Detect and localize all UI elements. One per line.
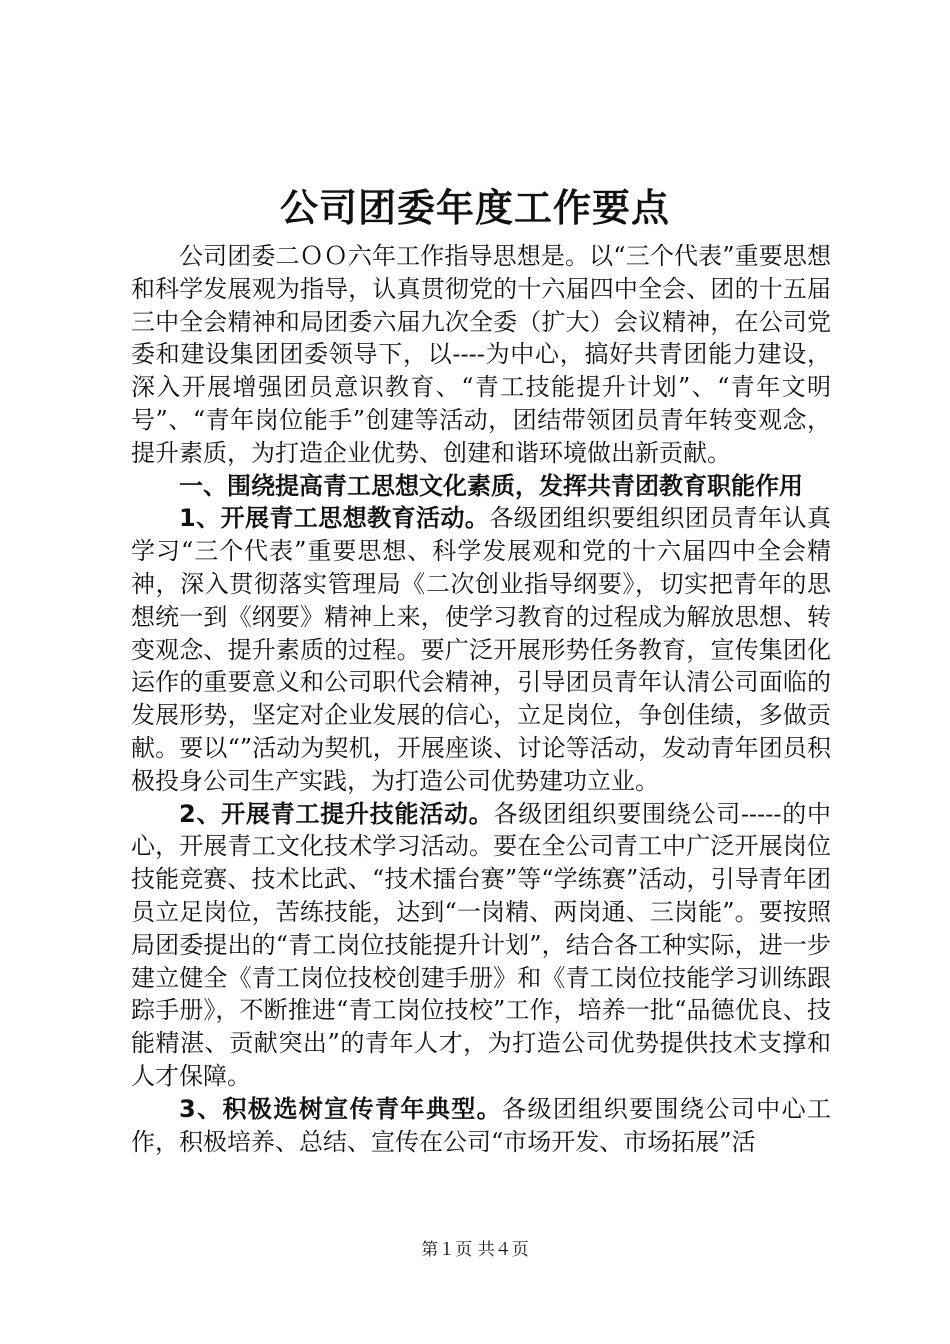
item-body-3: 各级团组织要围绕公司中心工作，积极培养、总结、宣传在公司“市场开发、市场拓展”活 xyxy=(131,1094,832,1156)
intro-paragraph: 公司团委二ＯＯ六年工作指导思想是。以“三个代表”重要思想和科学发展观为指导，认真贯彻党的十六届四中全会、团的十五届三中全会精神和局团委六届九次全委（扩大）会议精神，在公司党委和建设集团团委领导下，以----为中心，搞好共青团能力建设，深入开展增强团员意识教育、“青工技能提升计划”、“青年文明号”、“青年岗位能手”创建等活动，团结带领团员青年转变观念，提升素质，为打造企业优势、创建和谐环境做出新贡献。 xyxy=(131,242,831,467)
item-body-1: 各级团组织要组织团员青年认真学习“三个代表”重要思想、科学发展观和党的十六届四中全会精神，深入贯彻落实管理局《二次创业指导纲要》，切实把青年的思想统一到《纲要》精神上来，使学习教育的过程成为解放思想、转变观念、提升素质的过程。要广泛开展形势任务教育，宣传集团化运作的重要意义和公司职代会精神，引导团员青年认清公司面临的发展形势，坚定对企业发展的信心，立足岗位，争创佳绩，多做贡献。要以“”活动为契机，开展座谈、讨论等活动，发动青年团员积极投身公司生产实践，为打造公司优势建功立业。 xyxy=(131,504,832,795)
item-body-2: 各级团组织要围绕公司-----的中心，开展青工文化技术学习活动。要在全公司青工中广泛开展岗位技能竞赛、技术比武、“技术擂台赛”等“学练赛”活动，引导青年团员立足岗位，苦练技能，达到“一岗精、两岗通、三岗能”。要按照局团委提出的“青工岗位技能提升计划”，结合各工种实际，进一步建立健全《青工岗位技校创建手册》和《青工岗位技能学习训练跟踪手册》，不断推进“青工岗位技校”工作，培养一批“品德优良、技能精湛、贡献突出”的青年人才，为打造公司优势提供技术支撑和人才保障。 xyxy=(131,799,831,1090)
section-heading: 一、围绕提高青工思想文化素质，发挥共青团教育职能作用 xyxy=(179,471,803,500)
item-paragraph-3 xyxy=(131,1093,831,1159)
document-title: 公司团委年度工作要点 xyxy=(279,186,670,230)
item-paragraph-1 xyxy=(131,502,831,797)
item-heading-1: 1、开展青工思想教育活动。 xyxy=(179,504,490,533)
item-heading-2: 2、开展青工提升技能活动。 xyxy=(179,799,494,828)
document-body xyxy=(131,240,831,1158)
item-heading-3: 3、积极选树宣传青年典型。 xyxy=(179,1094,503,1123)
page-footer: 第１页 共４页 xyxy=(421,1240,529,1260)
item-paragraph-2 xyxy=(131,798,831,1093)
